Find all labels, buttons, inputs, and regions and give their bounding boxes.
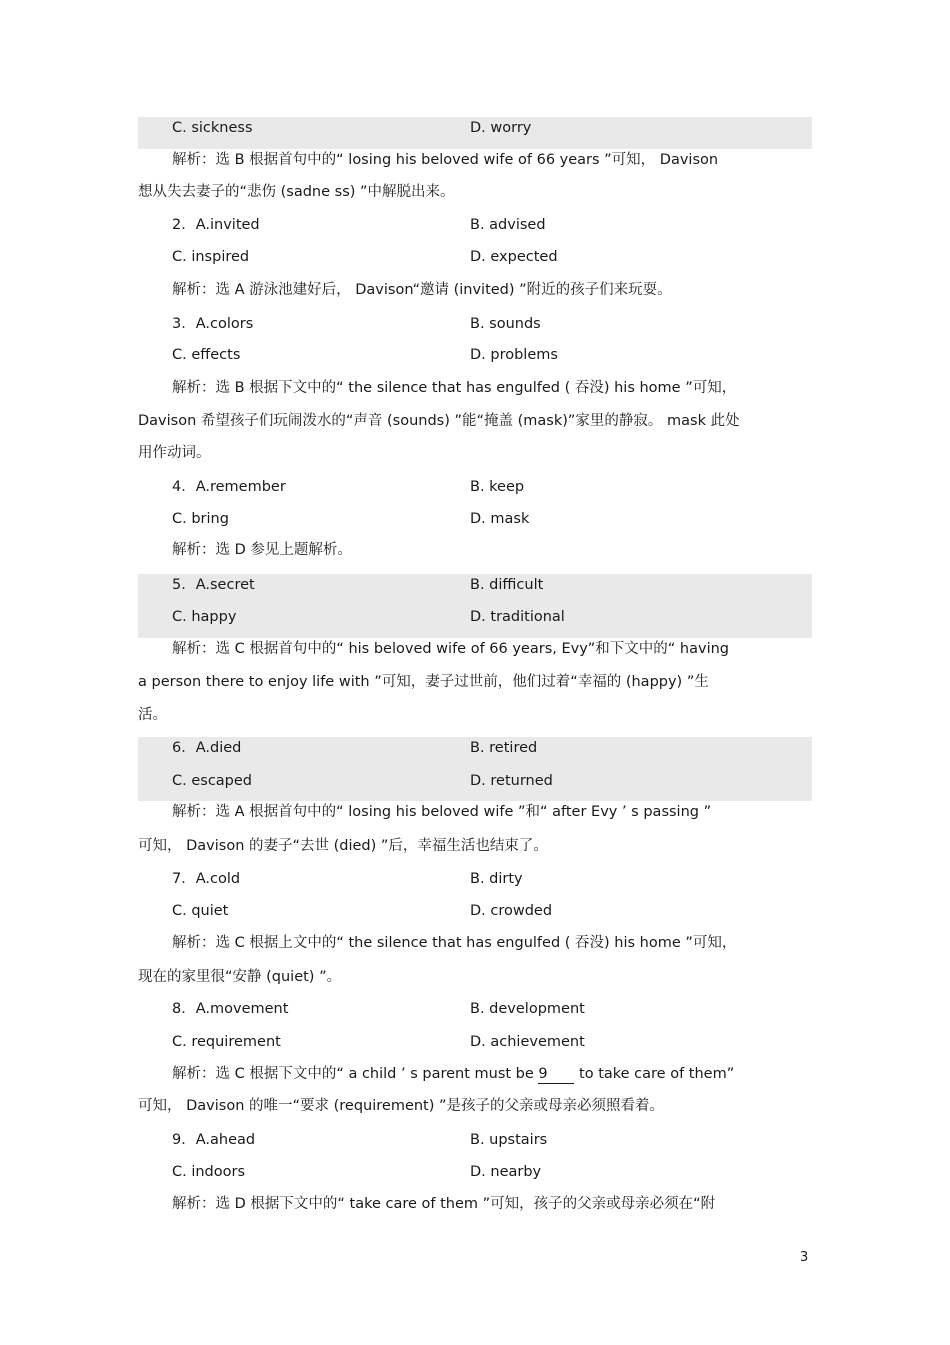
option-b: B. retired (470, 740, 538, 756)
option-row (0, 732, 950, 764)
option-b: B. keep (470, 479, 525, 495)
option-a: 9．A.ahead (172, 1132, 256, 1148)
option-b: B. advised (470, 217, 546, 233)
explanation-line: 想从失去妻子的“悲伤 (sadne ss) ”中解脱出来。 (138, 184, 455, 200)
explanation-line: 解析：选 C 根据首句中的“ his beloved wife of 66 years, Evy”和下文中的“ having (172, 641, 730, 657)
explanation-line: 活。 (138, 707, 167, 723)
option-d: D. crowded (470, 903, 553, 919)
option-row (0, 308, 950, 340)
option-row (0, 895, 950, 927)
option-row (0, 339, 950, 371)
option-d: D. expected (470, 249, 558, 265)
explanation-line: 解析：选 D 参见上题解析。 (172, 542, 352, 558)
option-d: D. returned (470, 773, 553, 789)
option-a: 2．A.invited (172, 217, 260, 233)
option-a: 3．A.colors (172, 316, 254, 332)
option-row (0, 569, 950, 601)
option-c: C. effects (172, 347, 241, 363)
option-a: 6．A.died (172, 740, 242, 756)
option-d: D. nearby (470, 1164, 542, 1180)
option-c: C. bring (172, 511, 229, 527)
option-row (0, 1156, 950, 1188)
explanation-line: 解析：选 C 根据下文中的“ a child ’ s parent must be 9 to take care of them” (172, 1066, 735, 1082)
option-row (0, 241, 950, 273)
explanation-line: 解析：选 A 游泳池建好后， Davison“邀请 (invited) ”附近的孩子们来玩耍。 (172, 282, 672, 298)
explanation-line: 解析：选 A 根据首句中的“ losing his beloved wife ”和“ after Evy ’ s passing ” (172, 804, 712, 820)
option-c: C. escaped (172, 773, 253, 789)
explanation-line: 解析：选 C 根据上文中的“ the silence that has engulfed ( 吞没) his home ”可知， (172, 935, 737, 951)
explanation-line: 解析：选 D 根据下文中的“ take care of them ”可知，孩子的父亲或母亲必须在“附 (172, 1196, 716, 1212)
option-a: 4．A.remember (172, 479, 286, 495)
explanation-line: 解析：选 B 根据首句中的“ losing his beloved wife of 66 years ”可知， Davison (172, 152, 719, 168)
option-b: B. sounds (470, 316, 541, 332)
option-b: B. upstairs (470, 1132, 548, 1148)
option-row (0, 601, 950, 633)
option-a: 7．A.cold (172, 871, 241, 887)
option-row (0, 1026, 950, 1058)
option-row (0, 765, 950, 797)
option-c: C. happy (172, 609, 237, 625)
option-d: D. worry (470, 120, 532, 136)
explanation-line: 现在的家里很“安静 (quiet) ”。 (138, 969, 342, 985)
option-a: 5．A.secret (172, 577, 255, 593)
option-b: B. dirty (470, 871, 523, 887)
option-d: D. mask (470, 511, 530, 527)
option-row (0, 993, 950, 1025)
explanation-line: 可知， Davison 的唯一“要求 (requirement) ”是孩子的父亲或母亲必须照看着。 (138, 1098, 665, 1114)
fill-blank: 9 (538, 1065, 574, 1084)
option-c: C. indoors (172, 1164, 246, 1180)
option-d: D. achievement (470, 1034, 585, 1050)
option-c: C. requirement (172, 1034, 281, 1050)
explanation-line: 用作动词。 (138, 445, 211, 461)
option-row (0, 209, 950, 241)
explanation-line: a person there to enjoy life with ”可知，妻子过世前，他们过着“幸福的 (happy) ”生 (138, 674, 709, 690)
explanation-line: Davison 希望孩子们玩闹泼水的“声音 (sounds) ”能“掩盖 (mask)”家里的静寂。 mask 此处 (138, 413, 740, 429)
explanation-line: 可知， Davison 的妻子“去世 (died) ”后，幸福生活也结束了。 (138, 838, 548, 854)
option-d: D. traditional (470, 609, 565, 625)
option-row (0, 112, 950, 144)
option-c: C. sickness (172, 120, 253, 136)
option-row (0, 471, 950, 503)
option-c: C. inspired (172, 249, 250, 265)
option-c: C. quiet (172, 903, 229, 919)
page-number: 3 (800, 1250, 809, 1265)
option-row (0, 503, 950, 535)
option-b: B. development (470, 1001, 585, 1017)
option-row (0, 863, 950, 895)
option-a: 8．A.movement (172, 1001, 289, 1017)
option-d: D. problems (470, 347, 558, 363)
option-b: B. difficult (470, 577, 544, 593)
explanation-line: 解析：选 B 根据下文中的“ the silence that has engulfed ( 吞没) his home ”可知， (172, 380, 737, 396)
option-row (0, 1124, 950, 1156)
